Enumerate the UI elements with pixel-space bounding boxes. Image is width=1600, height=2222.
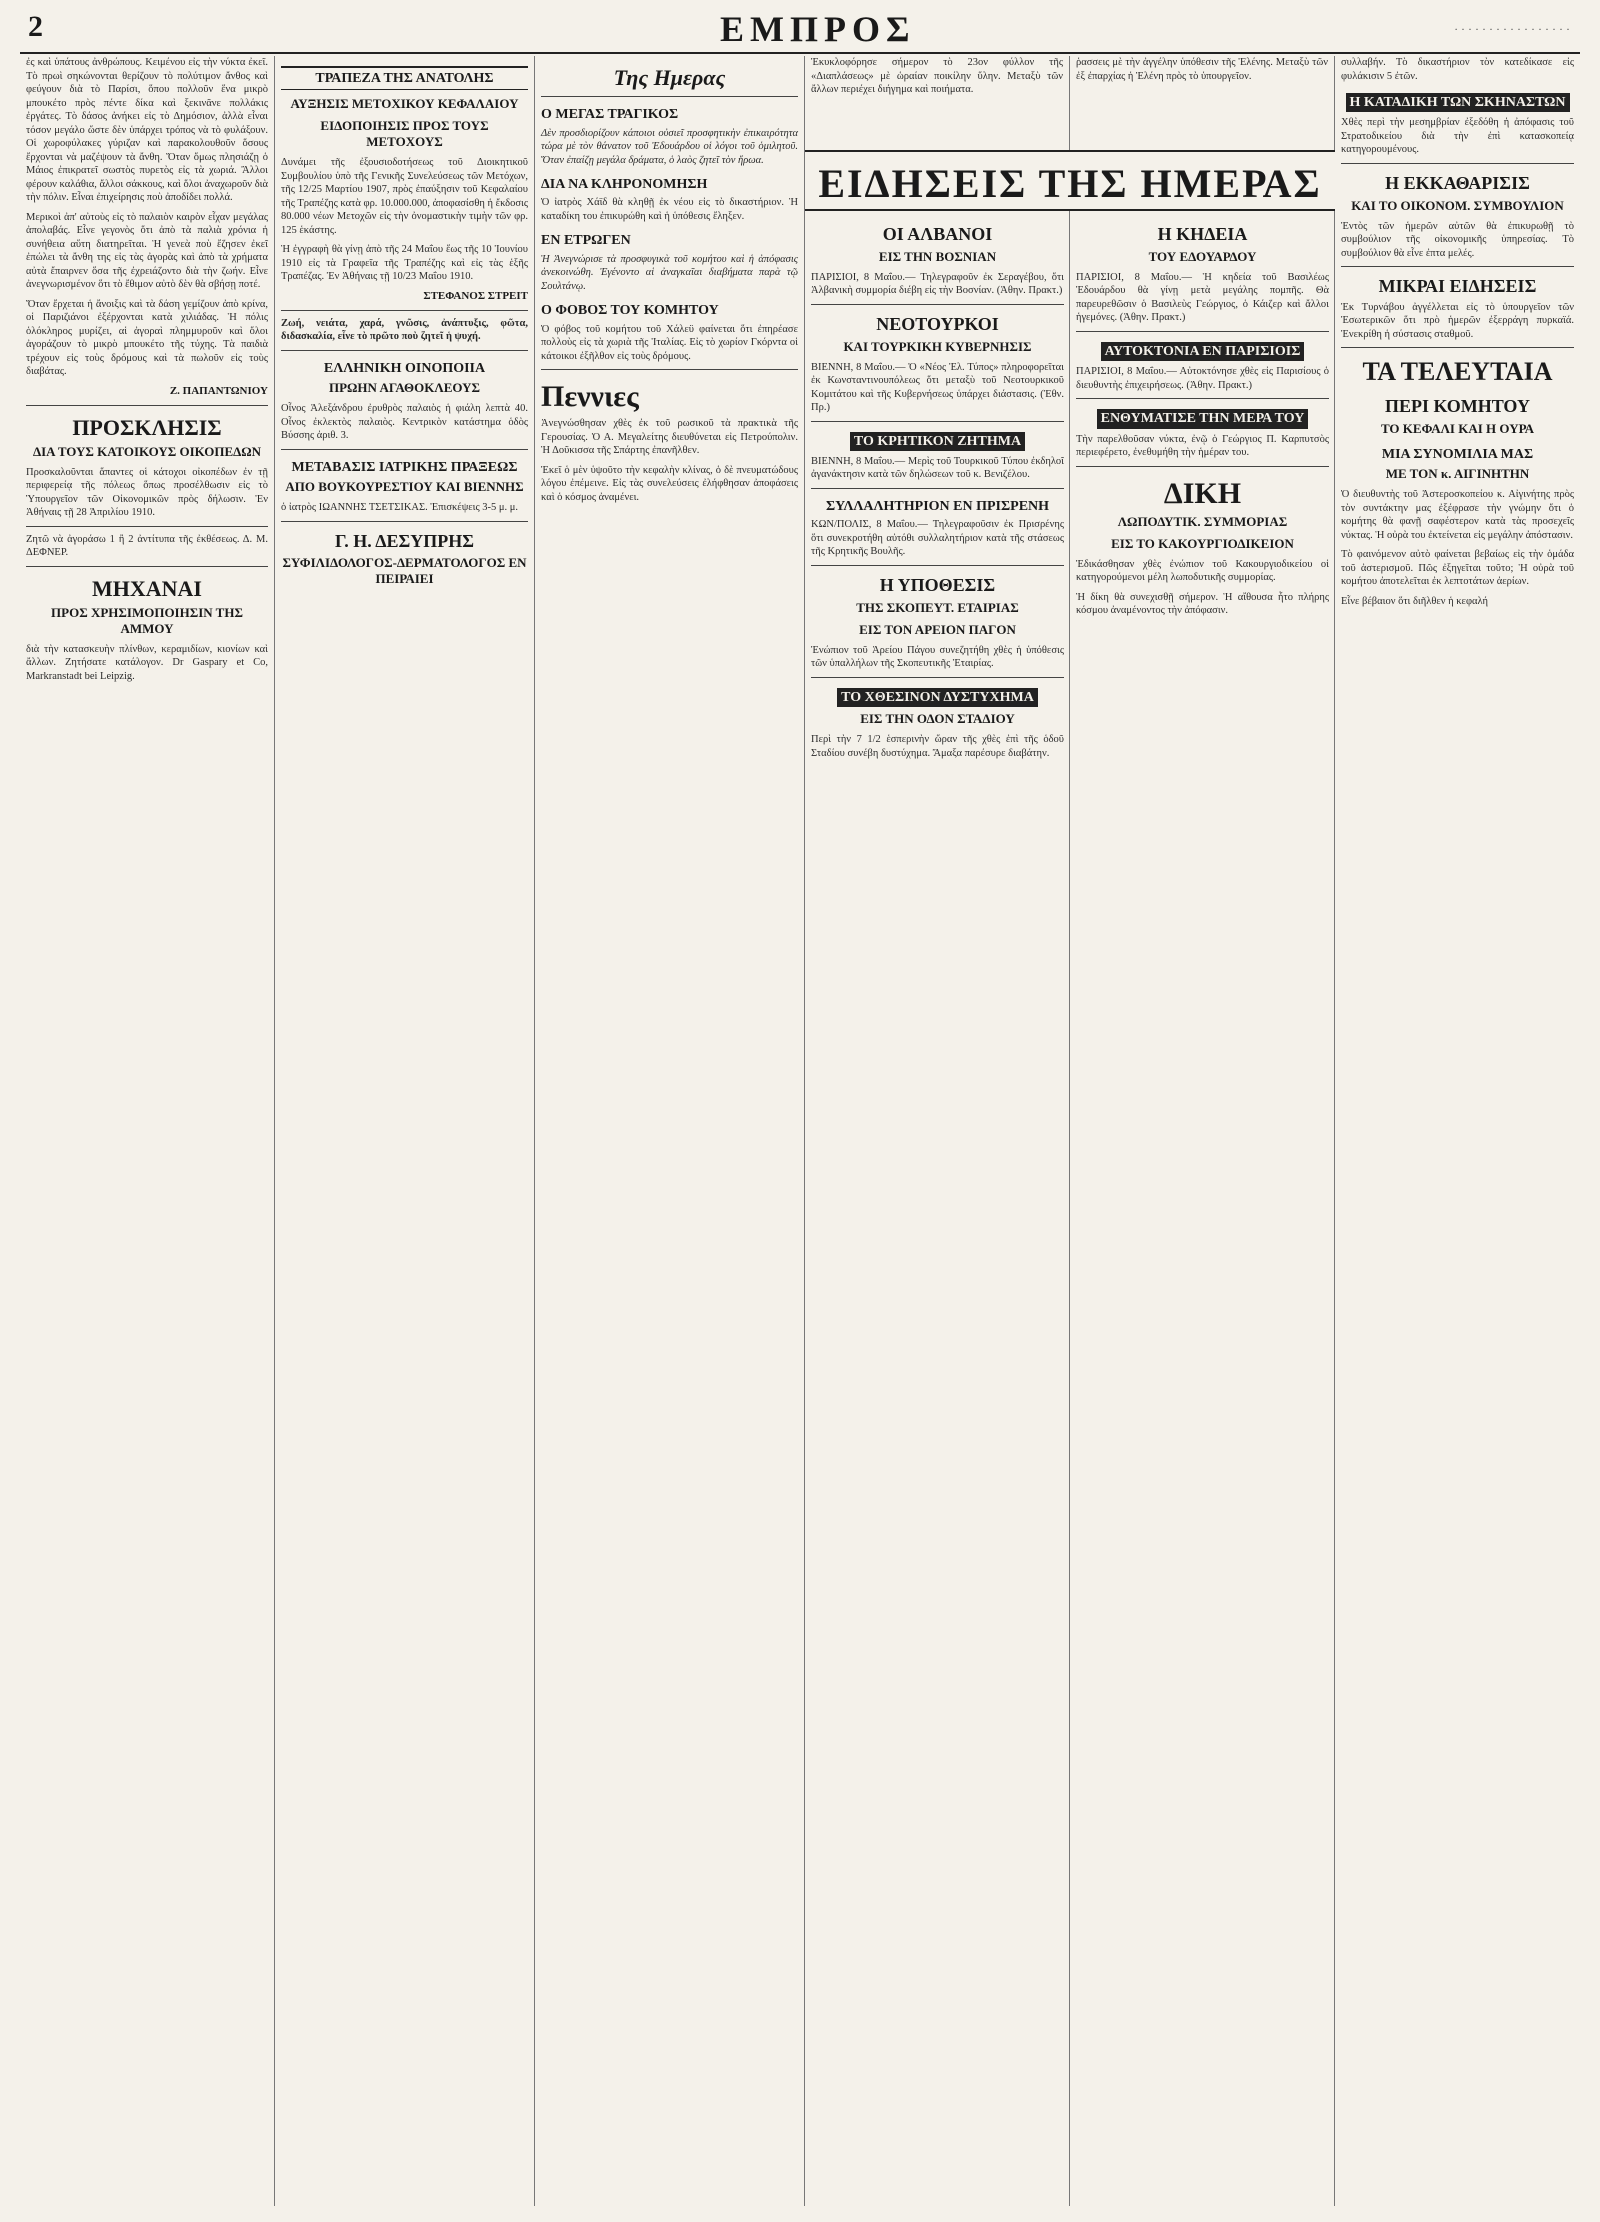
story-title: ΑΥΤΟΚΤΟΝΙΑ ΕΝ ΠΑΡΙΣΙΟΙΣ — [1101, 342, 1305, 361]
divider — [26, 526, 268, 527]
ad-subtitle: ΠΡΩΗΝ ΑΓΑΘΟΚΛΕΟΥΣ — [328, 380, 481, 396]
ad-title: ΜΕΤΑΒΑΣΙΣ ΙΑΤΡΙΚΗΣ ΠΡΑΞΕΩΣ — [291, 459, 518, 475]
ad-body: Ζητῶ νὰ ἀγοράσω 1 ἢ 2 ἀντίτυπα τῆς ἐκθέσεως. Δ. Μ. ΔΕΦΝΕΡ. — [26, 533, 268, 559]
divider — [26, 566, 268, 567]
bank-signature: ΣΤΕΦΑΝΟΣ ΣΤΡΕΙΤ — [423, 289, 528, 302]
story-body: ΒΙΕΝΝΗ, 8 Μαΐου.— Ὁ «Νέος Ἐλ. Τύπος» πληροφορεῖται ἐκ Κωνσταντινουπόλεως ὅτι μεταξὺ τοῦ Νεοτουρκικοῦ Κομιτάτου καὶ τῆς Κυβερνήσεως ὑπάρχει διάστασις. (Ἐθν. Πρ.) — [811, 361, 1064, 414]
ad-title: ΜΗΧΑΝΑΙ — [92, 575, 202, 601]
story-body: Ἐδικάσθησαν χθὲς ἐνώπιον τοῦ Κακουργιοδικείου οἱ κατηγορούμενοι μέλη λωποδυτικῆς συμμορίας. — [1076, 558, 1329, 584]
story-subtitle: ΠΕΡΙ ΚΟΜΗΤΟΥ — [1385, 396, 1530, 417]
newspaper-title: ΕΜΠΡΟΣ — [720, 9, 916, 49]
divider — [1076, 331, 1329, 332]
story-body-2: Τὸ φαινόμενον αὐτὸ φαίνεται βεβαίως εἰς τὴν ὁμάδα τοῦ ἀστερισμοῦ. Πῶς ἐξηγεῖται τοῦτο; Ἡ οὐρὰ τοῦ κομήτου ἀποτελεῖται ἐκ λεπτοτάτων ἀερίων. — [1341, 549, 1574, 588]
section-title: Της Ημερας — [613, 65, 726, 90]
story-body: Ἐνώπιον τοῦ Ἀρείου Πάγου συνεζητήθη χθὲς ἡ ὑπόθεσις τῶν ὑπαλλήλων τῆς Σκοπευτικῆς Ἑταιρίας. — [811, 644, 1064, 670]
story-subtitle-2: ΕΙΣ ΤΟ ΚΑΚΟΥΡΓΙΟΔΙΚΕΙΟΝ — [1111, 535, 1294, 551]
column-6 — [1335, 56, 1580, 2206]
story-title: ΤΟ ΧΘΕΣΙΝΟΝ ΔΥΣΤΥΧΗΜΑ — [837, 688, 1038, 707]
column-2 — [275, 56, 535, 2206]
divider — [541, 369, 798, 370]
article-body-3: Ὅταν ἔρχεται ἡ ἄνοιξις καὶ τὰ δάση γεμίζουν ἀπὸ κρίνα, οἱ Παριζιάνοι ἐξέρχονται κατὰ χιλιάδας. Ἡ πόλις ὁλόκληρος μυρίζει, αἱ ἀγοραὶ πλημμυροῦν καὶ ὅλοι ἀγοράζουν τὸ μικρὸ μπουκέτο τῆς τύχης. Τὰ παιδιὰ τρέχουν εἰς τοὺς δρόμους καὶ τὰ πωλοῦν εἰς τοὺς διαβάτας. — [26, 298, 268, 377]
story-title: ΕΝ ΕΤΡΩΓΕΝ — [541, 233, 631, 249]
story-title: Η ΚΗΔΕΙΑ — [1157, 224, 1248, 244]
divider — [811, 488, 1064, 489]
ad-subtitle: ΣΥΦΙΛΙΔΟΛΟΓΟΣ-ΔΕΡΜΑΤΟΛΟΓΟΣ ΕΝ ΠΕΙΡΑΙΕΙ — [282, 555, 527, 587]
article-body: συλλαβήν. Τὸ δικαστήριον τὸν κατεδίκασε εἰς φυλάκισιν 5 ἐτῶν. — [1341, 57, 1574, 82]
story-subtitle: ΕΙΣ ΤΗΝ ΒΟΣΝΙΑΝ — [878, 248, 997, 264]
divider — [281, 449, 528, 450]
story-body: Ὁ φόβος τοῦ κομήτου τοῦ Χάλεϋ φαίνεται ὅτι ἐπηρέασε πολλοὺς εἰς τὰ χωριὰ τῆς Ἰταλίας. Εἰς τὸ χωρίον Γκόρντα οἱ κάτοικοι ἐξῆλθον εἰς τοὺς δρόμους. — [541, 323, 798, 362]
news-banner — [805, 150, 1335, 211]
story-title: ΔΙΑ ΝΑ ΚΛΗΡΟΝΟΜΗΣΗ — [541, 177, 708, 193]
divider — [1341, 163, 1574, 164]
story-title: ΤΟ ΚΡΗΤΙΚΟΝ ΖΗΤΗΜΑ — [850, 432, 1025, 451]
news-title: ΕΙΔΗΣΕΙΣ ΤΗΣ ΗΜΕΡΑΣ — [818, 161, 1322, 206]
story-body: ΠΑΡΙΣΙΟΙ, 8 Μαΐου.— Ἡ κηδεία τοῦ Βασιλέως Ἐδουάρδου θὰ γίνῃ μετὰ μεγάλης πομπῆς. Θὰ παρευρεθῶσιν ὁ Βασιλεὺς Γεώργιος, ὁ Κάιζερ καὶ ἄλλοι ἡγεμόνες. (Ἀθην. Πρακτ.) — [1076, 271, 1329, 324]
column-5-stories — [1076, 215, 1329, 2205]
bank-headline: ΤΡΑΠΕΖΑ ΤΗΣ ΑΝΑΤΟΛΗΣ — [281, 66, 528, 90]
article-body-2: Μερικοὶ ἀπ' αὐτοὺς εἰς τὸ παλαιὸν καιρὸν εἶχαν μεγάλας ἀπολαβάς. Εἶνε γεγονὸς ὅτι ἀπὸ τὰ παλιὰ χρόνια ἡ συνήθεια αὕτη διατηρεῖται. Ἡ γενεὰ ποὺ ἔζησεν ἐκεῖ ἐπώλει τὰ ἄνθη της εἰς τὰς ἀγορὰς καὶ ἀπὸ τὰ χρήματα αὐτὰ ἔπαιρνεν ὅσα τῆς ἐχρειάζοντο διὰ τὴν ζωήν. Εἶνε ἀνεγνωρισμένον ὅτι τὸ ἔθιμον αὐτὸ δὲν θὰ σβήσῃ ποτέ. — [26, 211, 268, 290]
bank-subhead: ΑΥΞΗΣΙΣ ΜΕΤΟΧΙΚΟΥ ΚΕΦΑΛΑΙΟΥ — [290, 96, 519, 112]
divider — [811, 677, 1064, 678]
story-subtitle-3: ΜΙΑ ΣΥΝΟΜΙΛΙΑ ΜΑΣ — [1381, 446, 1534, 462]
bank-body: Δυνάμει τῆς ἐξουσιοδοτήσεως τοῦ Διοικητικοῦ Συμβουλίου ὑπὸ τῆς Γενικῆς Συνελεύσεως τῶν Μετόχων, τῆς 12/25 Μαρτίου 1907, πρὸς ἐπαύξησιν τοῦ Κεφαλαίου τῆς Τραπέζης κατὰ φρ. 10.000.000, ἀποφασίσθη ἡ ἔκδοσις 80.000 νέων Μετοχῶν εἰς τὴν ὀνομαστικὴν τιμὴν τῶν φρ. 125 ἑκάστης. — [281, 157, 528, 236]
divider — [281, 310, 528, 311]
story-subtitle-4: ΜΕ ΤΟΝ κ. ΑΙΓΙΝΗΤΗΝ — [1385, 466, 1530, 482]
story-body: Χθὲς περὶ τὴν μεσημβρίαν ἐξεδόθη ἡ ἀπόφασις τοῦ Στρατοδικείου διὰ τὴν ἐπὶ κατασκοπείᾳ κατηγορουμένους. — [1341, 117, 1574, 156]
story-subtitle: ΕΙΣ ΤΗΝ ΟΔΟΝ ΣΤΑΔΙΟΥ — [860, 711, 1015, 727]
article-body: ἐς καὶ ὑπάτους ἀνθρώπους. Κειμένου εἰς τὴν νύκτα ἐκεῖ. Τὸ πρωὶ σηκώνονται θερίζουν τὸ πολύτιμον ἄνθος καὶ φεύγουν διὰ τὸ Παρίσι, ὅπου πολλοῦν ἕνα μικρὸ μπουκέτο πρὸς πέντε δίκα καὶ ξεκινᾶνε πολλάκις ἐργάτες. Τὸ δάσος ἀνήκει εἰς τὸ Δημόσιον, ἀλλὰ εἶναι τόσον μεγάλο ὥστε δὲν ὑπάρχει τρόπος νὰ τὸ φυλάξουν. Οἱ χωροφύλακες γύριζαν καὶ παρακολουθοῦν ὅσους ἔρχονται νὰ μαζέψουν τὰ ἄνθη. Ὅταν ὅμως πλησιάζῃ ὁ Μάιος ἐπικρατεῖ σωστὸς πυρετὸς εἰς τὰ χωριά. Ἄλλοι φέρουν καλάθια, ἄλλοι σάκκους, καὶ ὅλοι ἀναχωροῦν διὰ τὴν πόλιν. Εἶναι ἐπιχείρησις ποὺ ἀποδίδει πολλά. — [26, 57, 268, 203]
masthead-filler: · · · · · · · · · · · · · · · · · — [1454, 22, 1570, 36]
ad-body: ὁ ἰατρὸς ΙΩΑΝΝΗΣ ΤΣΕΤΣΙΚΑΣ. Ἐπισκέψεις 3-5 μ. μ. — [281, 502, 519, 514]
section-title: Πεννιες — [541, 380, 639, 414]
story-title: Η ΕΚΚΑΘΑΡΙΣΙΣ — [1385, 172, 1530, 193]
story-body: Ὁ διευθυντὴς τοῦ Ἀστεροσκοπείου κ. Αἰγινήτης πρὸς τὸν συντάκτην μας ἐξέφρασε τὴν γνώμην ὅτι ὁ κομήτης θὰ φανῇ σαφέστερον κατὰ τὰς προσεχεῖς νύκτας. Ἡ οὐρὰ του ἐκτείνεται εἰς μεγάλην ἀπόστασιν. — [1341, 489, 1574, 541]
story-title: ΣΥΛΛΑΛΗΤΗΡΙΟΝ ΕΝ ΠΡΙΣΡΕΝΗ — [825, 498, 1050, 514]
bank-subhead-2: ΕΙΔΟΠΟΙΗΣΙΣ ΠΡΟΣ ΤΟΥΣ ΜΕΤΟΧΟΥΣ — [320, 118, 489, 150]
story-body: Περὶ τὴν 7 1/2 ἑσπερινὴν ὥραν τῆς χθὲς ἐπὶ τῆς ὁδοῦ Σταδίου συνέβη δυστύχημα. Ἄμαξα παρέσυρε διαβάτην. — [811, 734, 1064, 759]
divider — [281, 521, 528, 522]
ad-body: Οἶνος Ἀλεξάνδρου ἐρυθρὸς παλαιὸς ἡ φιάλη λεπτὰ 40. Οἶνος ἐκλεκτὸς παλαιὸς. Κεντρικὸν κατάστημα ὁδὸς Βύσσης ἀριθ. 3. — [281, 403, 528, 442]
story-body: Ἐντὸς τῶν ἡμερῶν αὐτῶν θὰ ἐπικυρωθῇ τὸ συμβούλιον τῆς οἰκονομικῆς ὑπηρεσίας. Τὸ συμβούλιον θὰ εἶνε ἐπτα μελές. — [1341, 220, 1574, 259]
story-body: Ὁ ἰατρὸς Χάϊδ θὰ κληθῇ ἐκ νέου εἰς τὸ δικαστήριον. Ἡ καταδίκη του ἐπικυρώθη καὶ ἡ ὑπόθεσις ἔληξεν. — [541, 197, 798, 222]
divider — [811, 421, 1064, 422]
pennies-body: Ἀνεγνώσθησαν χθὲς ἐκ τοῦ ρωσικοῦ τὰ πρακτικὰ τῆς Γερουσίας. Ὁ Α. Μεγαλείτης διευθύνεται εἰς Πετρούπολιν. Ἡ Δοῦκισσα τῆς Σπάρτης ἐπανῆλθεν. — [541, 418, 798, 457]
ad-title: Γ. Η. ΔΕΣΥΠΡΗΣ — [334, 530, 475, 551]
ad-body: διὰ τὴν κατασκευὴν πλίνθων, κεραμιδίων, κιονίων καὶ ἄλλων. Ζητήσατε κατάλογον. Dr Gaspary et Co, Markranstadt bei Leipzig. — [26, 643, 268, 682]
story-subtitle-2: ΕΙΣ ΤΟΝ ΑΡΕΙΟΝ ΠΑΓΟΝ — [859, 621, 1016, 637]
page-number: 2 — [28, 10, 43, 43]
ad-subtitle: ΑΠΟ ΒΟΥΚΟΥΡΕΣΤΙΟΥ ΚΑΙ ΒΙΕΝΝΗΣ — [285, 479, 524, 495]
story-title: ΤΑ ΤΕΛΕΥΤΑΙΑ — [1362, 357, 1553, 387]
story-title: ΔΙΚΗ — [1163, 476, 1242, 510]
divider — [1076, 398, 1329, 399]
story-body: ΠΑΡΙΣΙΟΙ, 8 Μαΐου.— Τηλεγραφοῦν ἐκ Σεραγέβου, ὅτι Ἀλβανικὴ συμμορία διέβη εἰς τὴν Βοσνίαν. (Ἀθην. Πρακτ.) — [811, 271, 1064, 297]
story-subtitle: ΤΟΥ ΕΔΟΥΑΡΔΟΥ — [1148, 248, 1257, 264]
story-title: ΝΕΟΤΟΥΡΚΟΙ — [876, 313, 999, 334]
divider — [1341, 347, 1574, 348]
story-body: ΚΩΝ/ΠΟΛΙΣ, 8 Μαΐου.— Τηλεγραφοῦσιν ἐκ Πρισρένης ὅτι συνεκροτήθη αὐτόθι συλλαλητήριον κατὰ τῆς στάσεως τῆς Κρητικῆς Βουλῆς. — [811, 519, 1064, 558]
ad-subtitle: ΠΡΟΣ ΧΡΗΣΙΜΟΠΟΙΗΣΙΝ ΤΗΣ ΑΜΜΟΥ — [51, 604, 243, 636]
column-3 — [535, 56, 805, 2206]
notice-title: ΠΡΟΣΚΛΗΣΙΣ — [72, 414, 222, 440]
story-subtitle: ΚΑΙ ΤΟΥΡΚΙΚΗ ΚΥΒΕΡΝΗΣΙΣ — [843, 338, 1032, 354]
story-subtitle: ΚΑΙ ΤΟ ΟΙΚΟΝΟΜ. ΣΥΜΒΟΥΛΙΟΝ — [1351, 197, 1564, 213]
divider — [1341, 266, 1574, 267]
story-tail: Εἶνε βέβαιον ὅτι διῆλθεν ἡ κεφαλή — [1341, 595, 1489, 607]
pennies-body-2: Ἐκεῖ ὁ μὲν ὑψοῦτο τὴν κεφαλὴν κλίνας, ὁ δὲ πνευματώδους λόγου ἐπέμεινε. Εἰς τὰς συνελεύσεις ἐλήφθησαν ἀποφάσεις καὶ ὁ κόσμος ἀναμένει. — [541, 464, 798, 503]
divider — [1076, 466, 1329, 467]
story-subtitle: ΤΗΣ ΣΚΟΠΕΥΤ. ΕΤΑΙΡΙΑΣ — [856, 599, 1019, 615]
divider — [811, 565, 1064, 566]
story-body: ΠΑΡΙΣΙΟΙ, 8 Μαΐου.— Αὐτοκτόνησε χθὲς εἰς Παρισίους ὁ διευθυντὴς ἐπιχειρήσεως. (Ἀθην. Πρακτ.) — [1076, 366, 1329, 391]
ad-body: Ζωή, νειάτα, χαρά, γνῶσις, ἀνάπτυξις, φῶτα, διδασκαλία, εἶνε τὸ πρῶτο ποὺ ζητεῖ ἡ ψυχή. — [281, 317, 528, 343]
story-body: Ἐκ Τυρνάβου ἀγγέλλεται εἰς τὸ ὑπουργεῖον τῶν Ἐσωτερικῶν ὅτι πρὸ ἡμερῶν ἐξερράγη πυρκαϊά. Ἐνεκρίθη ἡ σύστασις σταθμοῦ. — [1341, 301, 1574, 340]
story-title: Ο ΜΕΓΑΣ ΤΡΑΓΙΚΟΣ — [541, 107, 679, 123]
bank-body-2: Ἡ ἐγγραφὴ θὰ γίνῃ ἀπὸ τῆς 24 Μαΐου ἕως τῆς 10 Ἰουνίου 1910 εἰς τὰ Γραφεῖα τῆς Τραπέζης καὶ εἰς τὰς ἑξῆς Τραπέζας. Ἐν Ἀθήναις τῇ 10/23 Μαΐου 1910. — [281, 244, 528, 283]
story-title: ΕΝΘΥΜΑΤΙΣΕ ΤΗΝ ΜΕΡΑ ΤΟΥ — [1097, 409, 1309, 428]
notice-subtitle: ΔΙΑ ΤΟΥΣ ΚΑΤΟΙΚΟΥΣ ΟΙΚΟΠΕΔΩΝ — [32, 443, 262, 459]
divider — [281, 350, 528, 351]
column-1 — [20, 56, 275, 2206]
ad-title: ΕΛΛΗΝΙΚΗ ΟΙΝΟΠΟΙΙΑ — [323, 360, 486, 376]
article-body: Ἐκυκλοφόρησε σήμερον τὸ 23ον φύλλον τῆς «Διαπλάσεως» μὲ ὡραίαν ποικίλην ὕλην. Μεταξὺ τῶν ἄλλων περιέχει διήγημα καὶ ποιήματα. — [811, 57, 1063, 95]
column-4-stories — [811, 215, 1064, 2205]
story-subtitle-2: ΤΟ ΚΕΦΑΛΙ ΚΑΙ Η ΟΥΡΑ — [1381, 420, 1534, 436]
masthead — [20, 8, 1580, 54]
divider — [811, 304, 1064, 305]
story-body: Ἡ Ἀνεγνώρισε τὰ προσφυγικὰ τοῦ κομήτου καὶ ἡ ἀπόφασις ἀνεκοινώθη. Ἐγένοντο αἱ ἀναγκαῖαι διαβήματα παρὰ τῷ Σουλτάνῳ. — [541, 253, 798, 292]
story-title: Η ΚΑΤΑΔΙΚΗ ΤΩΝ ΣΚΗΝΑΣΤΩΝ — [1346, 93, 1570, 112]
story-body: ΒΙΕΝΝΗ, 8 Μαΐου.— Μερὶς τοῦ Τουρκικοῦ Τύπου ἐκδηλοῖ ἀγανάκτησιν κατὰ τῶν δηλώσεων τοῦ κ. Βενιζέλου. — [811, 455, 1064, 481]
story-title: ΟΙ ΑΛΒΑΝΟΙ — [882, 224, 993, 244]
notice-body: Προσκαλοῦνται ἅπαντες οἱ κάτοχοι οἰκοπέδων ἐν τῇ περιφερείᾳ τῆς πόλεως ὅπως προσέλθωσιν εἰς τὸ Ὑπουργεῖον τῶν Οἰκονομικῶν πρὸς δήλωσιν. Ἐν Ἀθήναις τῇ 28 Ἀπριλίου 1910. — [26, 466, 268, 519]
story-title: Η ΥΠΟΘΕΣΙΣ — [879, 574, 996, 595]
divider — [26, 405, 268, 406]
story-body-2: Ἡ δίκη θὰ συνεχισθῇ σήμερον. Ἡ αἴθουσα ἦτο πλήρης κόσμου ἀναμένοντος τὴν ἀπόφασιν. — [1076, 591, 1329, 617]
author-signature: Ζ. ΠΑΠΑΝΤΩΝΙΟΥ — [169, 384, 268, 397]
story-body: Δὲν προσδιορίζουν κάποιοι οὐσιεῖ προσφητικὴν ἐπικαιρότητα τώρα μὲ τὸν θάνατον τοῦ Ἐδουάρδου οἱ λόγοι τοῦ ὁμιλητοῦ. Ὅταν ἐπαίζῃ μεγάλα δράματα, ὁ λαὸς ζητεῖ τὸν ἥρωα. — [541, 127, 798, 166]
article-body: ῥασσεις μὲ τὴν ἀγγέλην ὑπόθεσιν τῆς Ἑλένης. Μεταξὺ τῶν ἐξ ἐπαρχίας ἡ Ἑλένη πρὸς τὸ ὑπουργεῖον. — [1076, 57, 1328, 82]
divider — [541, 96, 798, 97]
story-title: ΜΙΚΡΑΙ ΕΙΔΗΣΕΙΣ — [1378, 276, 1537, 297]
story-subtitle: ΛΩΠΟΔΥΤΙΚ. ΣΥΜΜΟΡΙΑΣ — [1117, 513, 1288, 529]
story-title: Ο ΦΟΒΟΣ ΤΟΥ ΚΟΜΗΤΟΥ — [541, 303, 719, 319]
story-body: Τὴν παρελθοῦσαν νύκτα, ἐνῷ ὁ Γεώργιος Π. Καρπυτσὸς περιεφέρετο, ἐνεθυμήθη τὴν ἡμέραν του. — [1076, 433, 1329, 459]
